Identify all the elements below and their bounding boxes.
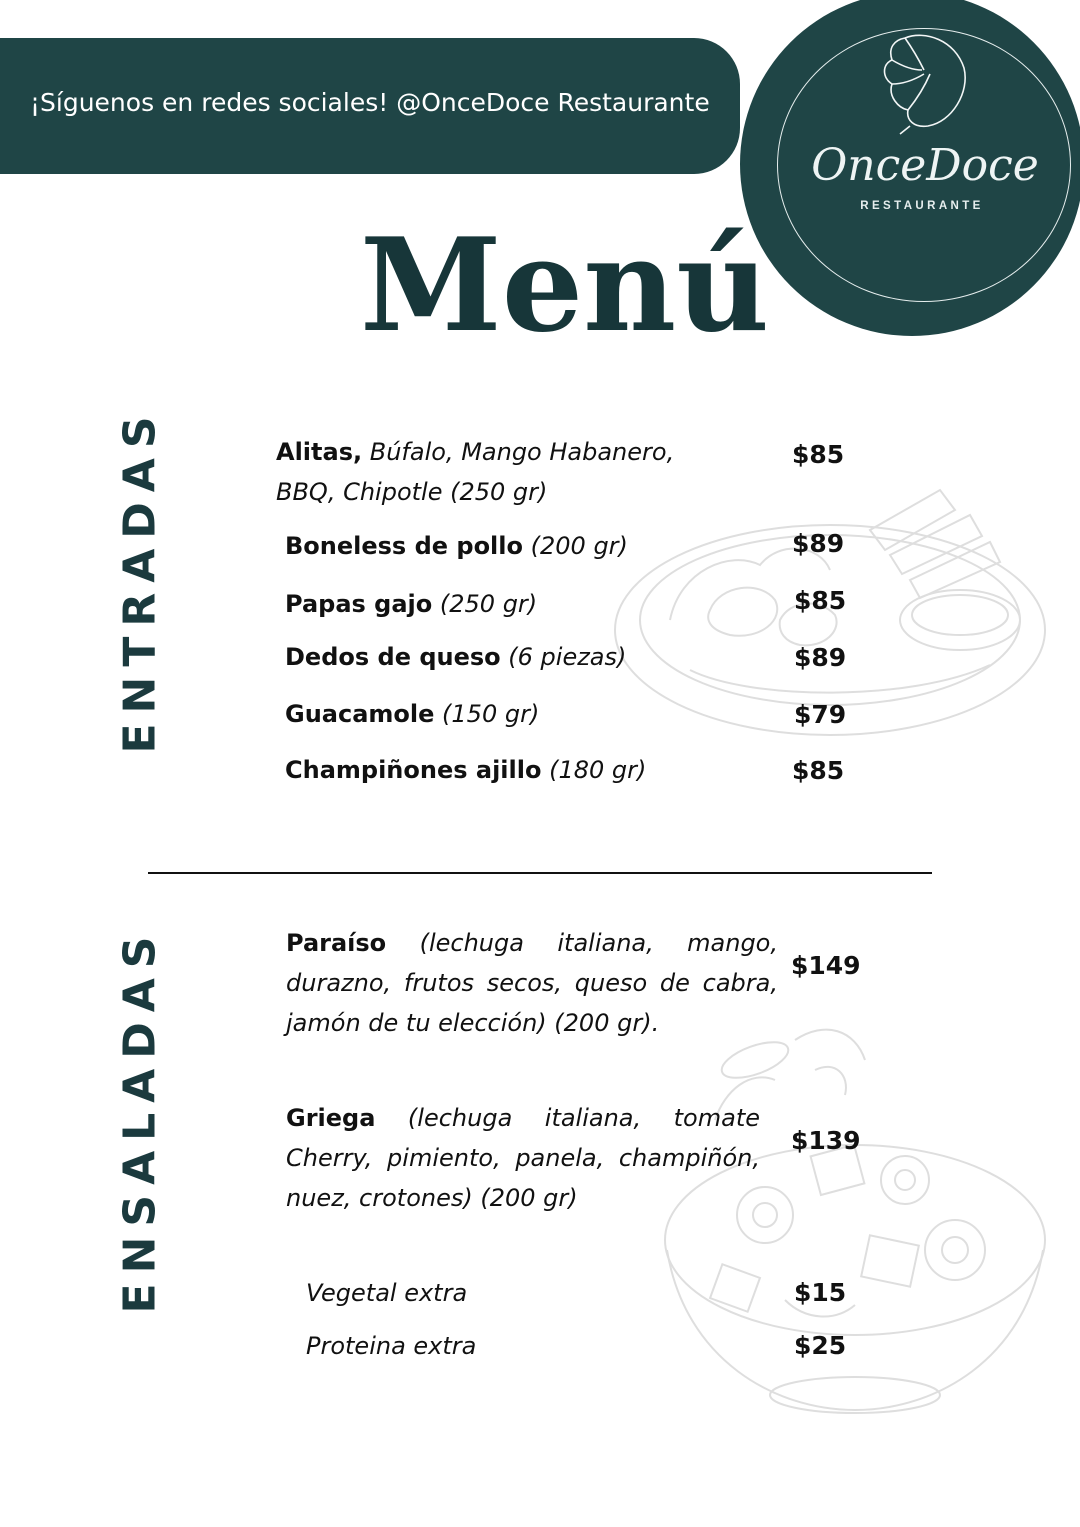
page-title: Menú (360, 211, 770, 361)
item-detail: (lechuga italiana, mango, durazno, frutos secos, queso de cabra, jamón de tu elección) (200 gr). (286, 929, 778, 1037)
menu-item-guacamole (285, 702, 539, 726)
menu-item-papas (285, 592, 537, 616)
item-name: Papas gajo (285, 590, 433, 618)
extra-proteina: Proteina extra (306, 1332, 477, 1360)
section-label-entradas-text: ENTRADAS (114, 406, 166, 754)
menu-item-alitas-line2 (276, 480, 547, 504)
item-price: $79 (794, 700, 847, 729)
item-detail: (6 piezas) (508, 643, 627, 671)
item-price: $139 (791, 1126, 861, 1155)
item-detail: (180 gr) (549, 756, 647, 784)
menu-item-griega (286, 1098, 760, 1218)
item-detail: BBQ, Chipotle (250 gr) (276, 478, 548, 506)
section-label-ensaladas-text: ENSALADAS (114, 926, 166, 1314)
item-name: Dedos de queso (285, 643, 501, 671)
item-name: Alitas, (276, 438, 363, 466)
item-detail: Búfalo, Mango Habanero, (369, 438, 675, 466)
item-name: Paraíso (286, 929, 387, 957)
item-price: $89 (792, 529, 845, 558)
item-price: $85 (792, 440, 845, 469)
item-name: Griega (286, 1104, 376, 1132)
item-name: Boneless de pollo (285, 532, 523, 560)
extra-vegetal: Vegetal extra (306, 1279, 468, 1307)
leaf-icon (880, 30, 970, 135)
social-banner-text: ¡Síguenos en redes sociales! @OnceDoce Restaurante (30, 88, 710, 117)
extra-price: $15 (794, 1278, 847, 1307)
menu-item-champinones (285, 758, 646, 782)
item-price: $149 (791, 951, 861, 980)
section-divider (148, 872, 932, 874)
extra-price: $25 (794, 1331, 847, 1360)
item-name: Champiñones ajillo (285, 756, 542, 784)
item-detail: (150 gr) (442, 700, 540, 728)
item-price: $85 (792, 756, 845, 785)
item-detail: (250 gr) (439, 590, 538, 618)
menu-item-dedos (285, 645, 626, 669)
item-price: $85 (794, 586, 847, 615)
item-detail: (lechuga italiana, tomate Cherry, pimiento, panela, champiñón, nuez, crotones) (200 gr) (286, 1104, 760, 1212)
menu-item-alitas (276, 440, 674, 464)
menu-item-paraiso (286, 923, 778, 1043)
menu-item-boneless (285, 534, 628, 558)
item-detail: (200 gr) (530, 532, 628, 560)
logo-subtitle: RESTAURANTE (860, 200, 984, 212)
item-name: Guacamole (285, 700, 435, 728)
logo-name: OnceDoce (811, 140, 1039, 191)
item-price: $89 (794, 643, 847, 672)
